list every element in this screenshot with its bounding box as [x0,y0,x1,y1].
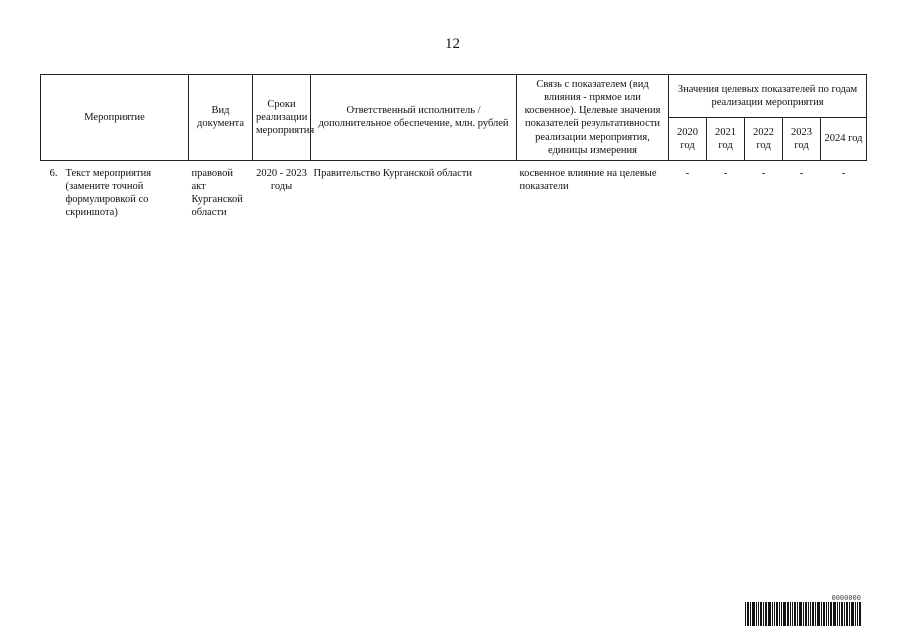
barcode-bar [758,602,759,626]
barcode-bar [821,602,822,626]
value-cell: - [799,167,804,179]
barcode-bar [839,602,840,626]
barcode-bar [797,602,798,626]
barcode-id: 0000000 [831,594,861,602]
col-year: 2021 год [707,117,745,160]
barcode-bar [857,602,858,626]
barcode-bar [799,602,802,626]
barcode-bar [756,602,757,626]
barcode-bar [787,602,789,626]
barcode-bar [776,602,778,626]
barcode-bar [781,602,782,626]
col-indicators: Связь с показателем (вид влияния - прямое или косвенное). Целевые значения показателей результативности реализации мероприятия, единицы измерения [517,75,669,161]
barcode-bar [774,602,775,626]
barcode-bar [790,602,791,626]
col-measure: Мероприятие [41,75,189,161]
barcode-bar [810,602,811,626]
barcode-bar [844,602,845,626]
barcode-bar [779,602,780,626]
barcode-bar [808,602,809,626]
barcode-bar [815,602,816,626]
row-number: 6. [49,167,58,179]
barcode-bar [783,602,786,626]
barcode-bar [823,602,825,626]
value-cell: - [761,167,766,179]
barcode-bar [837,602,838,626]
col-year: 2022 год [745,117,783,160]
value-cell: - [685,167,690,179]
barcode-bar [855,602,856,626]
barcode-bar [812,602,814,626]
page-number: 12 [445,36,460,52]
responsible-cell: Правительство Курганской области [313,167,472,179]
col-values-group: Значения целевых показателей по годам реализации мероприятия [669,75,867,118]
barcode-bar [768,602,771,626]
plan-table [40,74,867,221]
barcode-bars [745,602,861,626]
barcode-bar [763,602,764,626]
barcode-bar [826,602,827,626]
table-header-row [41,75,867,118]
barcode-bar [765,602,767,626]
barcode-bar [817,602,820,626]
barcode-bar [792,602,793,626]
barcode-bar [794,602,796,626]
barcode-bar [851,602,854,626]
col-doc-type: Вид документа [189,75,253,161]
barcode-bar [830,602,832,626]
barcode-bar [750,602,751,626]
barcode-bar [846,602,848,626]
col-timeline: Сроки реализации мероприятия [253,75,311,161]
indicator-cell: косвенное влияние на целевые показатели [519,167,657,192]
col-responsible: Ответственный исполнитель / дополнительное обеспечение, млн. рублей [311,75,517,161]
barcode-bar [849,602,850,626]
barcode-bar [803,602,804,626]
doc-type-cell: правовой акт Курганской области [191,167,243,219]
barcode-bar [828,602,829,626]
col-year: 2020 год [669,117,707,160]
barcode-bar [859,602,861,626]
barcode-bar [752,602,755,626]
value-cell: - [723,167,728,179]
barcode-bar [747,602,749,626]
barcode [745,594,861,626]
measure-cell: Текст мероприятия (замените точной формулировкой со скриншота) [65,167,152,219]
timeline-cell: 2020 - 2023 годы [256,167,307,192]
col-year: 2023 год [783,117,821,160]
barcode-bar [760,602,762,626]
barcode-bar [841,602,843,626]
barcode-bar [745,602,746,626]
col-year: 2024 год [821,117,867,160]
barcode-bar [772,602,773,626]
barcode-bar [833,602,836,626]
value-cell: - [841,167,846,179]
barcode-bar [805,602,807,626]
table-row [41,160,867,221]
